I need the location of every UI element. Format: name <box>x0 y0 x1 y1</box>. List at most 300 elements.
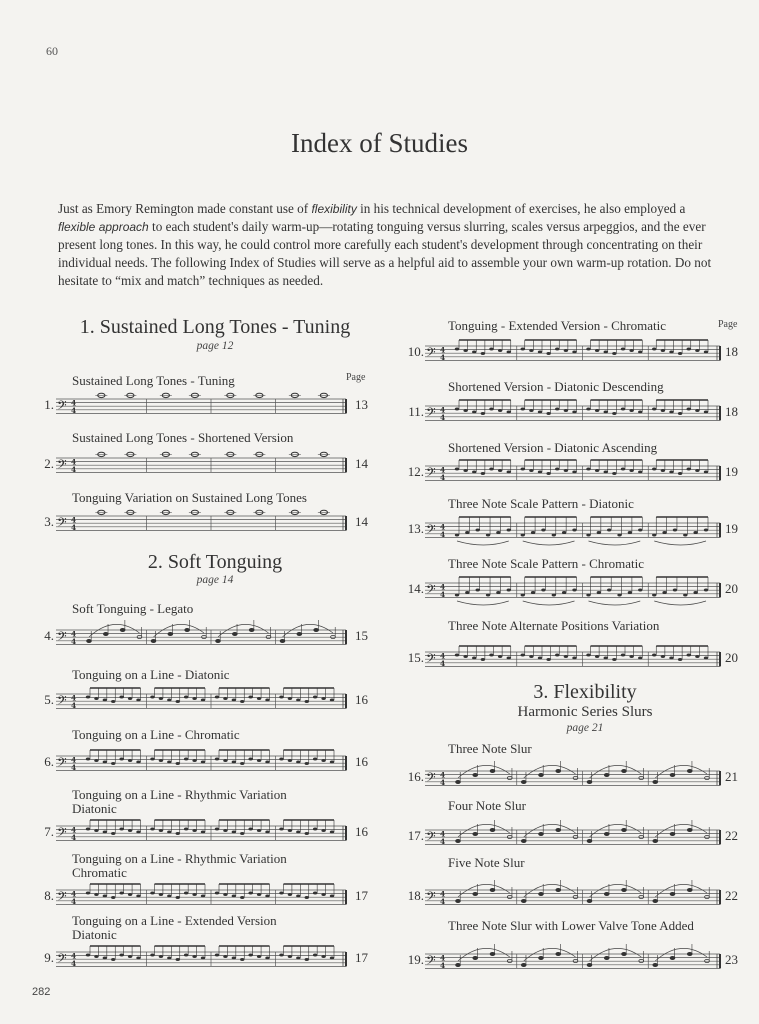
note-head <box>638 471 642 474</box>
time-signature-icon: 4 <box>71 464 77 474</box>
note-head <box>87 639 92 642</box>
note-head <box>103 761 107 764</box>
note-head <box>670 956 675 959</box>
slur <box>458 948 510 961</box>
note-head <box>489 468 493 471</box>
note-head <box>192 955 196 958</box>
note-head <box>330 895 334 898</box>
study-number: 8. <box>44 888 54 903</box>
note-head <box>670 892 675 895</box>
music-staff <box>56 886 346 910</box>
section-3-title: 3. Flexibility <box>533 681 637 703</box>
note-head <box>248 892 252 895</box>
page-column-label-right: Page <box>718 319 738 330</box>
time-signature-icon: 4 <box>71 896 77 906</box>
note-head <box>223 759 227 762</box>
note-head <box>94 955 98 958</box>
slur <box>590 948 642 961</box>
note-head <box>232 761 236 764</box>
study-title: Tonguing on a Line - Rhythmic Variation <box>72 787 287 802</box>
note-head <box>612 472 616 475</box>
note-head <box>249 628 254 631</box>
section-3-subtitle: Harmonic Series Slurs <box>517 704 653 720</box>
slur <box>655 765 707 778</box>
note-head <box>257 829 261 832</box>
note-head <box>638 589 642 592</box>
study-page-number: 22 <box>725 828 738 843</box>
page-number: 60 <box>46 44 58 58</box>
note-head <box>257 697 261 700</box>
study-title: Soft Tonguing - Legato <box>72 601 194 616</box>
slur <box>590 765 642 778</box>
note-head <box>564 469 568 472</box>
note-head <box>498 655 502 658</box>
study-page-number: 16 <box>355 824 368 839</box>
note-head <box>201 831 205 834</box>
note-head <box>572 589 576 592</box>
note-head <box>184 954 188 957</box>
note-head <box>184 828 188 831</box>
note-head <box>288 697 292 700</box>
note-head <box>455 534 459 537</box>
note-head <box>621 468 625 471</box>
study-number: 5. <box>44 692 54 707</box>
note-head <box>313 892 317 895</box>
note-head <box>704 529 708 532</box>
note-head <box>481 472 485 475</box>
note-head <box>86 892 90 895</box>
music-staff <box>425 886 720 910</box>
time-signature-icon: 4 <box>71 832 77 842</box>
note-head <box>687 828 692 831</box>
time-signature-icon: 4 <box>440 829 446 839</box>
music-staff <box>56 454 346 478</box>
note-head <box>167 895 171 898</box>
note-head <box>661 655 665 658</box>
study-page-number: 14 <box>355 456 368 471</box>
note-head <box>653 963 658 966</box>
note-head <box>529 409 533 412</box>
note-head <box>313 696 317 699</box>
note-head <box>150 954 154 957</box>
note-head <box>463 469 467 472</box>
intro-emphasis-flexible-approach: flexible approach <box>58 220 149 234</box>
note-head <box>661 409 665 412</box>
note-head <box>546 472 550 475</box>
note-head <box>489 654 493 657</box>
note-head <box>555 654 559 657</box>
note-head <box>257 955 261 958</box>
note-head <box>529 469 533 472</box>
time-signature-icon: 4 <box>440 582 446 592</box>
note-head <box>704 657 708 660</box>
note-head <box>313 758 317 761</box>
note-head <box>486 594 490 597</box>
note-head <box>595 469 599 472</box>
music-staff <box>56 395 346 419</box>
section-1-page: page 12 <box>196 340 234 352</box>
note-head <box>321 759 325 762</box>
slur <box>457 601 509 605</box>
note-head <box>586 654 590 657</box>
study-number: 19. <box>407 952 424 967</box>
slur <box>283 624 334 637</box>
note-head <box>476 589 480 592</box>
note-head <box>617 594 621 597</box>
note-head <box>556 769 561 772</box>
note-head <box>621 408 625 411</box>
note-head <box>201 957 205 960</box>
note-head <box>86 758 90 761</box>
slur <box>655 948 707 961</box>
note-head <box>240 958 244 961</box>
bass-clef-icon: 𝄢 <box>57 755 67 773</box>
note-head <box>119 892 123 895</box>
study-number: 10. <box>407 344 424 359</box>
note-head <box>604 471 608 474</box>
note-head <box>673 589 677 592</box>
note-head <box>136 761 140 764</box>
intro-text-3: to each student's daily warm-up—rotating tonguing versus slurring, scales versus arpeggios, and the ever present long tones. In this way, he could control more carefully each student's development through concentrating on their individual needs. The following Index of Studies will serve as a helpful aid to assemble your own warm-up rotation. Do not hesitate to “mix and match” techniques as needed. <box>58 219 712 288</box>
note-head <box>150 828 154 831</box>
note-head <box>321 829 325 832</box>
note-head <box>604 351 608 354</box>
study-page-number: 22 <box>725 888 738 903</box>
note-head <box>521 780 526 783</box>
note-head <box>232 831 236 834</box>
note-head <box>496 531 500 534</box>
note-head <box>103 632 108 635</box>
note-head <box>586 534 590 537</box>
note-head <box>314 628 319 631</box>
time-signature-icon: 4 <box>440 465 446 475</box>
note-head <box>652 594 656 597</box>
note-head <box>94 697 98 700</box>
study-page-number: 20 <box>725 650 738 665</box>
note-head <box>257 893 261 896</box>
note-head <box>622 769 627 772</box>
time-signature-icon: 4 <box>440 953 446 963</box>
note-head <box>313 954 317 957</box>
note-head <box>587 899 592 902</box>
note-head <box>473 956 478 959</box>
note-head <box>481 658 485 661</box>
note-head <box>638 529 642 532</box>
note-head <box>159 759 163 762</box>
note-head <box>297 632 302 635</box>
note-head <box>481 412 485 415</box>
note-head <box>465 531 469 534</box>
note-head <box>604 832 609 835</box>
note-head <box>546 658 550 661</box>
note-head <box>521 594 525 597</box>
note-head <box>507 589 511 592</box>
note-head <box>604 657 608 660</box>
note-head <box>704 589 708 592</box>
slur <box>655 824 707 837</box>
note-head <box>486 534 490 537</box>
note-head <box>653 839 658 842</box>
bass-clef-icon: 𝄢 <box>426 953 436 971</box>
note-head <box>489 408 493 411</box>
bass-clef-icon: 𝄢 <box>426 889 436 907</box>
section-1-title: 1. Sustained Long Tones - Tuning <box>79 316 351 338</box>
note-head <box>279 696 283 699</box>
note-head <box>265 761 269 764</box>
note-head <box>498 349 502 352</box>
slur <box>524 948 576 961</box>
study-number: 9. <box>44 950 54 965</box>
note-head <box>103 699 107 702</box>
note-head <box>296 761 300 764</box>
note-head <box>538 411 542 414</box>
slur <box>524 824 576 837</box>
note-head <box>128 955 132 958</box>
note-head <box>562 591 566 594</box>
study-number: 2. <box>44 456 54 471</box>
bass-clef-icon: 𝄢 <box>57 457 67 475</box>
study-page-number: 16 <box>355 692 368 707</box>
note-head <box>305 958 309 961</box>
note-head <box>546 412 550 415</box>
note-head <box>670 832 675 835</box>
time-signature-icon: 4 <box>440 836 446 846</box>
study-page-number: 14 <box>355 514 368 529</box>
note-head <box>201 761 205 764</box>
time-signature-icon: 4 <box>440 412 446 422</box>
note-head <box>159 893 163 896</box>
section-2-page: page 14 <box>196 574 234 586</box>
note-head <box>607 529 611 532</box>
note-head <box>695 655 699 658</box>
note-head <box>564 349 568 352</box>
note-head <box>586 468 590 471</box>
study-number: 15. <box>407 650 424 665</box>
note-head <box>507 351 511 354</box>
note-head <box>167 957 171 960</box>
music-staff <box>425 579 720 603</box>
music-staff <box>425 826 720 850</box>
note-head <box>562 531 566 534</box>
note-head <box>546 352 550 355</box>
bass-clef-icon: 𝄢 <box>57 951 67 969</box>
note-head <box>128 829 132 832</box>
note-head <box>232 895 236 898</box>
slur <box>89 624 140 637</box>
time-signature-icon: 4 <box>71 825 77 835</box>
slur <box>589 541 641 545</box>
study-page-number: 19 <box>725 464 738 479</box>
note-head <box>564 409 568 412</box>
bass-clef-icon: 𝄢 <box>57 889 67 907</box>
slur <box>524 765 576 778</box>
note-head <box>223 697 227 700</box>
time-signature-icon: 4 <box>440 658 446 668</box>
note-head <box>693 591 697 594</box>
note-head <box>687 654 691 657</box>
music-staff <box>425 648 720 672</box>
note-head <box>683 534 687 537</box>
time-signature-icon: 4 <box>71 958 77 968</box>
note-head <box>621 654 625 657</box>
music-staff <box>56 690 346 714</box>
note-head <box>279 892 283 895</box>
note-head <box>313 828 317 831</box>
note-head <box>472 471 476 474</box>
note-head <box>216 639 221 642</box>
note-head <box>136 699 140 702</box>
bass-clef-icon: 𝄢 <box>426 465 436 483</box>
slur <box>458 824 510 837</box>
note-head <box>86 696 90 699</box>
note-head <box>604 773 609 776</box>
intro-text-2: in his technical development of exercises, he also employed a <box>356 201 686 216</box>
note-head <box>111 958 115 961</box>
note-head <box>673 529 677 532</box>
note-head <box>541 589 545 592</box>
note-head <box>695 409 699 412</box>
note-head <box>103 831 107 834</box>
study-title-line2: Chromatic <box>72 865 127 880</box>
note-head <box>669 657 673 660</box>
note-head <box>192 759 196 762</box>
note-head <box>473 832 478 835</box>
note-head <box>168 632 173 635</box>
time-signature-icon: 4 <box>440 405 446 415</box>
note-head <box>622 952 627 955</box>
note-head <box>653 899 658 902</box>
music-staff <box>56 626 346 650</box>
note-head <box>629 349 633 352</box>
bass-clef-icon: 𝄢 <box>57 398 67 416</box>
note-head <box>296 895 300 898</box>
note-head <box>176 762 180 765</box>
note-head <box>531 531 535 534</box>
note-head <box>176 958 180 961</box>
time-signature-icon: 4 <box>71 629 77 639</box>
study-number: 4. <box>44 628 54 643</box>
note-head <box>232 699 236 702</box>
study-page-number: 21 <box>725 769 738 784</box>
study-number: 13. <box>407 521 424 536</box>
note-head <box>472 351 476 354</box>
note-head <box>111 700 115 703</box>
note-head <box>476 529 480 532</box>
note-head <box>150 758 154 761</box>
note-head <box>192 893 196 896</box>
note-head <box>687 468 691 471</box>
note-head <box>678 658 682 661</box>
note-head <box>463 655 467 658</box>
note-head <box>456 963 461 966</box>
note-head <box>288 893 292 896</box>
study-page-number: 18 <box>725 404 738 419</box>
note-head <box>103 895 107 898</box>
intro-text-1: Just as Emory Remington made constant use of <box>58 201 312 216</box>
note-head <box>151 639 156 642</box>
note-head <box>136 895 140 898</box>
note-head <box>215 696 219 699</box>
music-staff <box>425 519 720 543</box>
note-head <box>330 699 334 702</box>
note-head <box>455 594 459 597</box>
note-head <box>531 591 535 594</box>
study-number: 1. <box>44 397 54 412</box>
note-head <box>473 892 478 895</box>
note-head <box>529 349 533 352</box>
note-head <box>595 655 599 658</box>
study-number: 12. <box>407 464 424 479</box>
note-head <box>330 957 334 960</box>
note-head <box>587 780 592 783</box>
study-page-number: 18 <box>725 344 738 359</box>
note-head <box>652 654 656 657</box>
note-head <box>552 534 556 537</box>
note-head <box>94 829 98 832</box>
note-head <box>150 892 154 895</box>
note-head <box>201 699 205 702</box>
note-head <box>321 893 325 896</box>
note-head <box>586 594 590 597</box>
note-head <box>704 471 708 474</box>
study-number: 16. <box>407 769 424 784</box>
music-staff <box>425 342 720 366</box>
study-page-number: 19 <box>725 521 738 536</box>
note-head <box>184 892 188 895</box>
note-head <box>279 758 283 761</box>
slur <box>589 601 641 605</box>
music-staff <box>56 752 346 776</box>
note-head <box>176 832 180 835</box>
time-signature-icon: 4 <box>440 589 446 599</box>
note-head <box>652 468 656 471</box>
bass-clef-icon: 𝄢 <box>426 829 436 847</box>
note-head <box>185 628 190 631</box>
note-head <box>456 780 461 783</box>
note-head <box>240 700 244 703</box>
note-head <box>521 468 525 471</box>
slur <box>654 601 706 605</box>
slur <box>458 765 510 778</box>
note-head <box>248 696 252 699</box>
note-head <box>572 411 576 414</box>
note-head <box>555 408 559 411</box>
time-signature-icon: 4 <box>440 960 446 970</box>
note-head <box>330 761 334 764</box>
slur <box>523 601 575 605</box>
bass-clef-icon: 𝄢 <box>426 582 436 600</box>
note-head <box>86 954 90 957</box>
note-head <box>280 639 285 642</box>
note-head <box>472 411 476 414</box>
note-head <box>652 534 656 537</box>
note-head <box>607 589 611 592</box>
slur <box>590 824 642 837</box>
time-signature-icon: 4 <box>71 522 77 532</box>
note-head <box>120 628 125 631</box>
note-head <box>595 349 599 352</box>
note-head <box>597 531 601 534</box>
note-head <box>167 761 171 764</box>
page-title: Index of Studies <box>291 128 468 158</box>
note-head <box>704 411 708 414</box>
slur <box>655 884 707 897</box>
note-head <box>240 832 244 835</box>
note-head <box>556 888 561 891</box>
time-signature-icon: 4 <box>440 770 446 780</box>
note-head <box>463 409 467 412</box>
note-head <box>111 896 115 899</box>
